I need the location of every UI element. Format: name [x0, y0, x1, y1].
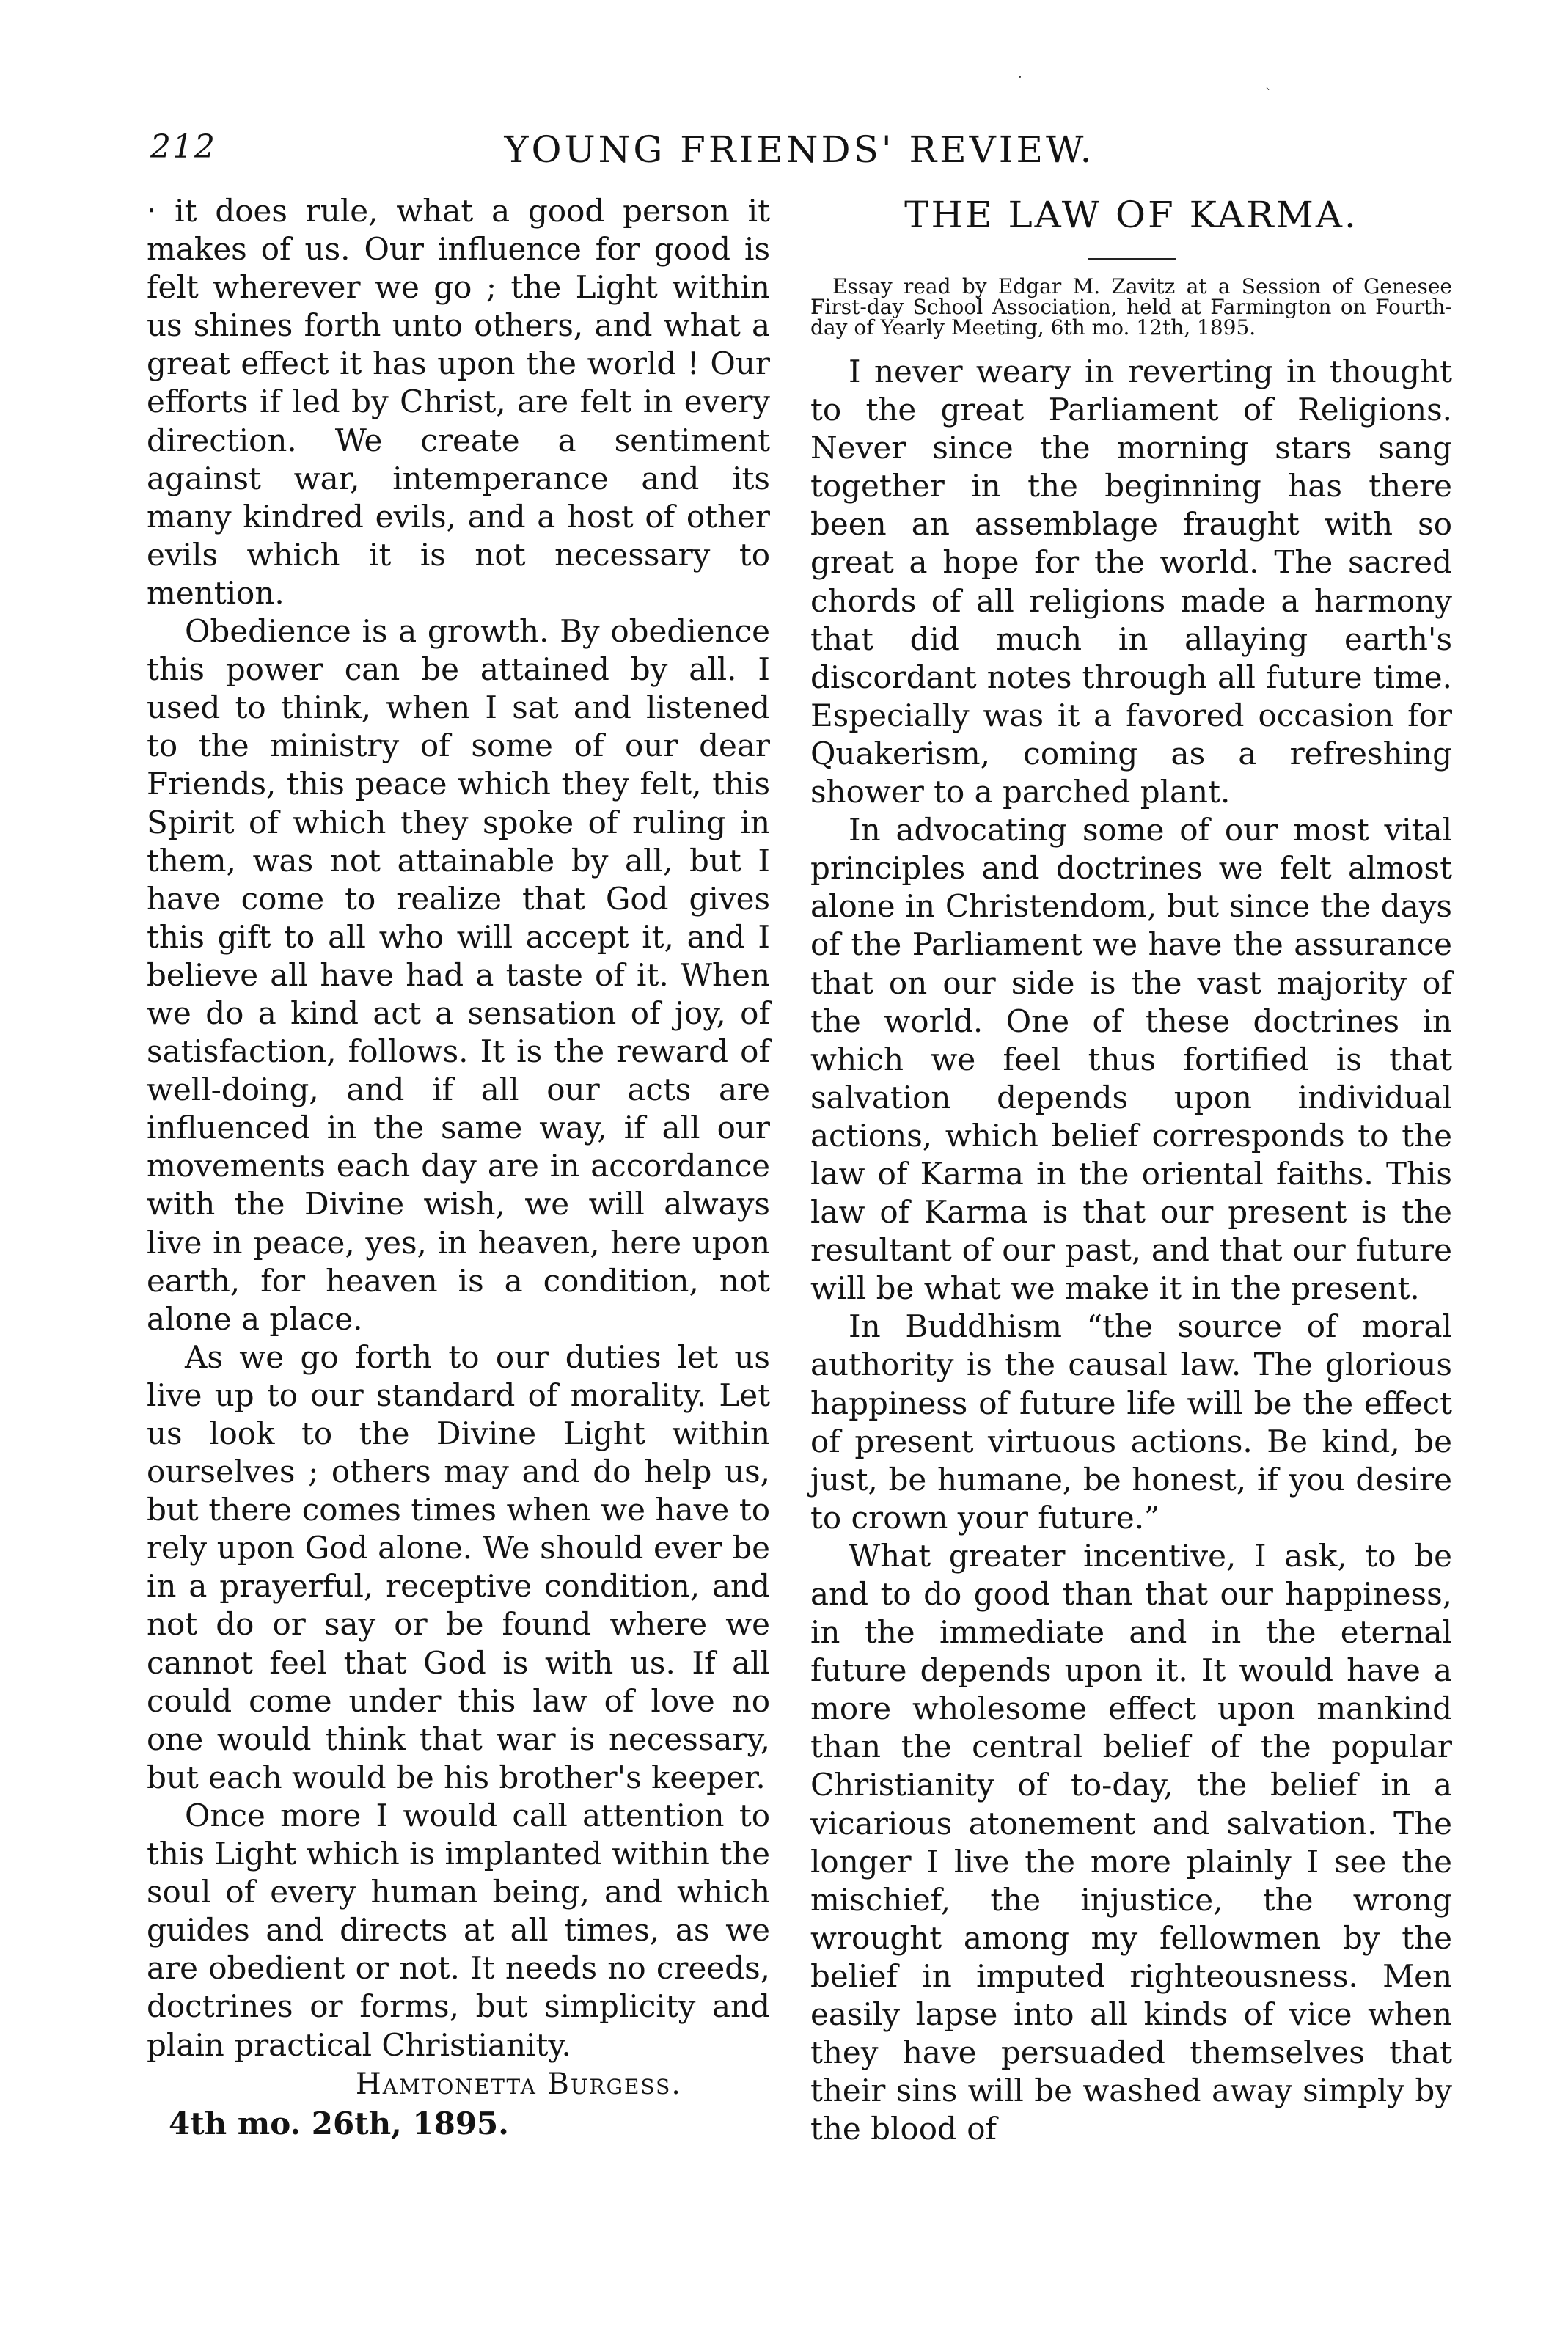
journal-title: YOUNG FRIENDS' REVIEW.: [504, 128, 1095, 171]
body-paragraph: What greater incentive, I ask, to be and to do good than that our happiness, in the immediate and in the eternal future depends upon it. It would have a more wholesome effect upon mankind than the central belief of the popular Christianity of to-day, the belief in a vicarious atonement and salvation. The longer I live the more plainly I see the mischief, the injustice, the wrong wrought among my fellowmen by the belief in imputed righteousness. Men easily lapse into all kinds of vice when they have persuaded themselves that their sins will be washed away simply by the blood of: [810, 1537, 1452, 2147]
article-title: THE LAW OF KARMA.: [904, 194, 1358, 236]
body-paragraph: In advocating some of our most vital principles and doctrines we felt almost alone in Christendom, but since the days of the Parliament we have the assurance that on our side is the vast majority of the world. One of these doctrines in which we feel thus fortified is that salvation depends upon individual actions, which belief corresponds to the law of Karma in the oriental faiths. This law of Karma is that our present is the resultant of our past, and that our future will be what we make it in the present.: [810, 812, 1452, 1307]
running-head: [150, 128, 1448, 187]
body-paragraph: Once more I would call attention to this Light which is implanted within the soul of every human being, and which guides and directs at all times, as we are obedient or not. It needs no creeds, doctrines or forms, but simplicity and plain practical Christianity.: [147, 1797, 771, 2063]
body-paragraph: ‧ it does rule, what a good person it makes of us. Our influence for good is felt wherever we go ; the Light within us shines forth unto others, and what a great effect it has upon the world ! Our efforts if led by Christ, are felt in every direction. We create a sentiment against war, intemperance and its many kindred evils, and a host of other evils which it is not necessary to mention.: [147, 193, 770, 611]
title-rule: [1088, 258, 1176, 260]
page-number: 212: [150, 128, 216, 166]
body-paragraph: As we go forth to our duties let us live up to our standard of morality. Let us look to the Divine Light within ourselves ; others may and do help us, but there comes times when we have to rely upon God alone. We should ever be in a prayerful, receptive condition, and not do or say or be found where we cannot feel that God is with us. If all could come under this law of love no one would think that war is necessary, but each would be his brother's keeper.: [147, 1338, 770, 1795]
right-column: [810, 192, 1452, 2148]
left-column: [147, 192, 770, 2144]
article-byline: Essay read by Edgar M. Zavitz at a Session of Genesee First-day School Association, held at Farmington on Fourth-day of Yearly Meeting, 6th mo. 12th, 1895.: [810, 274, 1452, 340]
author-signature: Hamtonetta Burgess.: [355, 2067, 682, 2101]
date-line: 4th mo. 26th, 1895.: [169, 2105, 509, 2141]
print-speck: ·: [1018, 70, 1022, 85]
body-paragraph: I never weary in reverting in thought to the great Parliament of Religions. Never since the morning stars sang together in the beginning has there been an assemblage fraught with so great a hope for the world. The sacred chords of all religions made a harmony that did much in allaying earth's discordant notes through all future time. Especially was it a favored occasion for Quakerism, coming as a refreshing shower to a parched plant.: [810, 353, 1452, 810]
body-paragraph: Obedience is a growth. By obedience this power can be attained by all. I used to think, when I sat and listened to the ministry of some of our dear Friends, this peace which they felt, this Spirit of which they spoke of ruling in them, was not attainable by all, but I have come to realize that God gives this gift to all who will accept it, and I believe all have had a taste of it. When we do a kind act a sensation of joy, of satisfaction, follows. It is the reward of well-doing, and if all our acts are influenced in the same way, if all our movements each day are in accordance with the Divine wish, we will always live in peace, yes, in heaven, here upon earth, for heaven is a condition, not alone a place.: [147, 613, 770, 1337]
print-speck: ˋ: [1265, 87, 1272, 102]
body-paragraph: In Buddhism “the source of moral authority is the causal law. The glorious happiness of future life will be the effect of present virtuous actions. Be kind, be just, be humane, be honest, if you desire to crown your future.”: [810, 1308, 1452, 1536]
